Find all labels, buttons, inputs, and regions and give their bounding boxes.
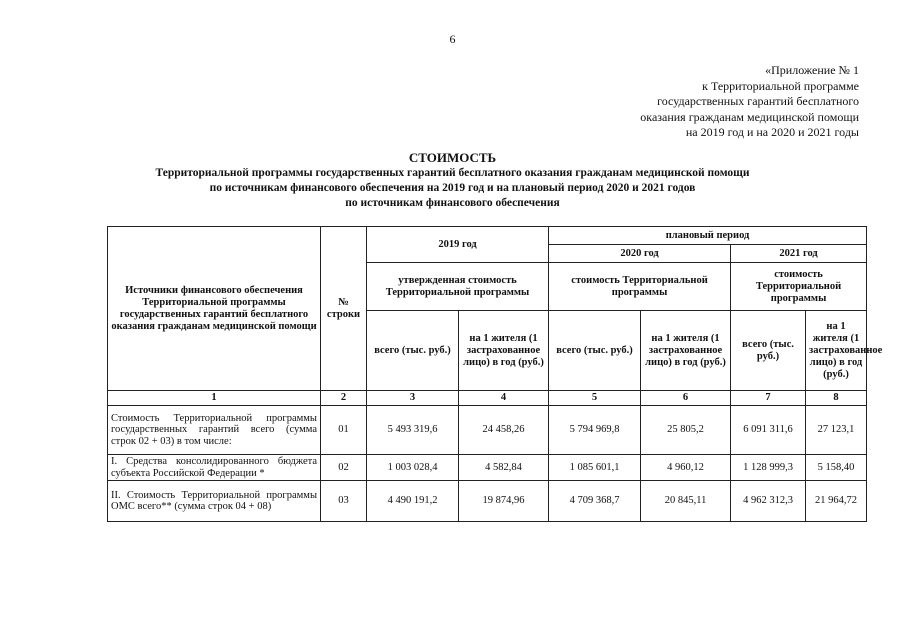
annex-line: оказания гражданам медицинской помощи bbox=[640, 109, 859, 124]
header-year-2019: 2019 год bbox=[367, 227, 549, 263]
header-per-capita: на 1 жителя (1 застрахованное лицо) в год (руб.) bbox=[806, 311, 867, 391]
column-number: 3 bbox=[367, 391, 459, 406]
cost-table bbox=[107, 226, 883, 522]
annex-line: на 2019 год и на 2020 и 2021 годы bbox=[685, 125, 859, 139]
cell-total-2019: 5 493 319,6 bbox=[367, 406, 459, 455]
cell-per-capita-2020: 20 845,11 bbox=[641, 481, 731, 522]
heading-line: по источникам финансового обеспечения на 2019 год и на плановый период 2020 и 2021 годов bbox=[209, 182, 696, 194]
annex-line: государственных гарантий бесплатного bbox=[657, 94, 859, 108]
document-heading bbox=[0, 150, 905, 211]
cell-per-capita-2020: 4 960,12 bbox=[641, 455, 731, 481]
cell-total-2021: 1 128 999,3 bbox=[731, 455, 806, 481]
row-label: II. Стоимость Территориальной программы ОМС всего** (сумма строк 04 + 08) bbox=[108, 481, 321, 522]
cell-per-capita-2020: 25 805,2 bbox=[641, 406, 731, 455]
row-label: I. Средства консолидированного бюджета субъекта Российской Федерации * bbox=[108, 455, 321, 481]
cell-per-capita-2019: 4 582,84 bbox=[459, 455, 549, 481]
header-cost-2020: стоимость Территориальной программы bbox=[549, 263, 731, 311]
cell-total-2020: 5 794 969,8 bbox=[549, 406, 641, 455]
cell-total-2021: 6 091 311,6 bbox=[731, 406, 806, 455]
annex-line: к Территориальной программе bbox=[702, 78, 859, 93]
cell-per-capita-2019: 19 874,96 bbox=[459, 481, 549, 522]
header-year-2020: 2020 год bbox=[549, 245, 731, 263]
cell-total-2020: 1 085 601,1 bbox=[549, 455, 641, 481]
header-cost-2021: стоимость Территориальной программы bbox=[731, 263, 867, 311]
header-plan-period: плановый период bbox=[549, 227, 867, 245]
table-row bbox=[108, 481, 867, 522]
header-total: всего (тыс. руб.) bbox=[549, 311, 641, 391]
header-year-2021: 2021 год bbox=[731, 245, 867, 263]
table-row bbox=[108, 406, 867, 455]
header-total: всего (тыс. руб.) bbox=[731, 311, 806, 391]
header-per-capita: на 1 жителя (1 застрахованное лицо) в год (руб.) bbox=[459, 311, 549, 391]
table-row bbox=[108, 455, 867, 481]
column-number: 7 bbox=[731, 391, 806, 406]
header-per-capita: на 1 жителя (1 застрахованное лицо) в год (руб.) bbox=[641, 311, 731, 391]
cell-total-2020: 4 709 368,7 bbox=[549, 481, 641, 522]
column-number: 6 bbox=[641, 391, 731, 406]
annex-line: «Приложение № 1 bbox=[765, 63, 859, 77]
column-number: 1 bbox=[108, 391, 321, 406]
cell-per-capita-2021: 27 123,1 bbox=[806, 406, 867, 455]
column-number: 5 bbox=[549, 391, 641, 406]
row-label: Стоимость Территориальной программы государственных гарантий всего (сумма строк 02 + 03) в том числе: bbox=[108, 406, 321, 455]
cell-per-capita-2021: 5 158,40 bbox=[806, 455, 867, 481]
cell-total-2021: 4 962 312,3 bbox=[731, 481, 806, 522]
column-number: 2 bbox=[321, 391, 367, 406]
cell-total-2019: 4 490 191,2 bbox=[367, 481, 459, 522]
cell-per-capita-2021: 21 964,72 bbox=[806, 481, 867, 522]
column-number: 8 bbox=[806, 391, 867, 406]
row-code: 01 bbox=[321, 406, 367, 455]
column-number: 4 bbox=[459, 391, 549, 406]
header-row-number: № строки bbox=[321, 227, 367, 391]
header-total: всего (тыс. руб.) bbox=[367, 311, 459, 391]
row-code: 02 bbox=[321, 455, 367, 481]
page-number: 6 bbox=[449, 32, 456, 46]
row-code: 03 bbox=[321, 481, 367, 522]
heading-line: Территориальной программы государственных гарантий бесплатного оказания гражданам медицинской помощи bbox=[155, 167, 750, 179]
annex-note bbox=[539, 63, 859, 141]
cell-per-capita-2019: 24 458,26 bbox=[459, 406, 549, 455]
column-number-row bbox=[108, 391, 867, 406]
cell-total-2019: 1 003 028,4 bbox=[367, 455, 459, 481]
document-title: СТОИМОСТЬ bbox=[408, 150, 497, 165]
header-approved-cost: утвержденная стоимость Территориальной программы bbox=[367, 263, 549, 311]
heading-line: по источникам финансового обеспечения bbox=[345, 197, 560, 209]
header-source: Источники финансового обеспечения Территориальной программы государственных гарантий бесплатного оказания гражданам медицинской помощи bbox=[108, 227, 321, 391]
